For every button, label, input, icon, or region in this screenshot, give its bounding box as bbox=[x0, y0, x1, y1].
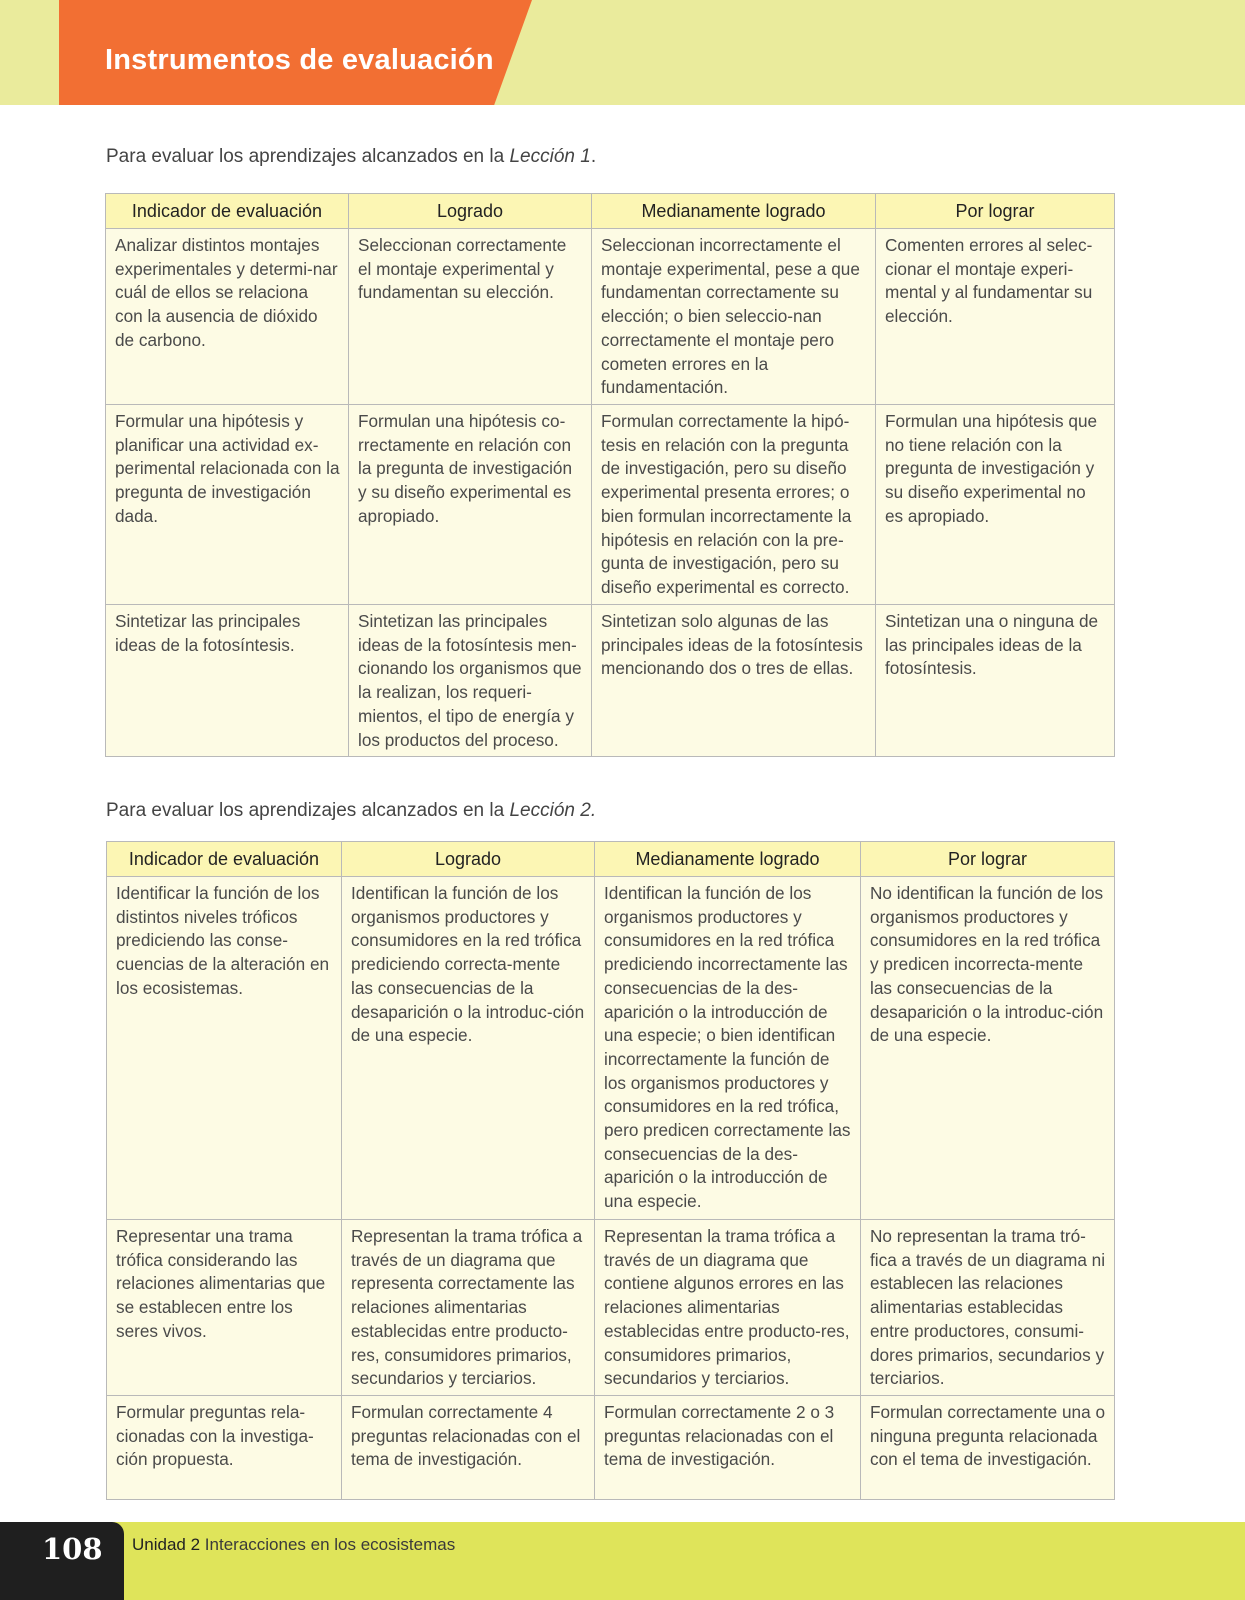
table-cell: Sintetizan solo algunas de las principales ideas de la fotosíntesis mencionando dos o tres de ellas. bbox=[592, 605, 876, 757]
column-header: Medianamente logrado bbox=[592, 194, 876, 229]
column-header: Logrado bbox=[342, 842, 595, 877]
table-cell: Sintetizan una o ninguna de las principales ideas de la fotosíntesis. bbox=[876, 605, 1115, 757]
footer-unit-title: Interacciones en los ecosistemas bbox=[204, 1535, 456, 1554]
column-header: Medianamente logrado bbox=[595, 842, 861, 877]
table-row bbox=[107, 1396, 1115, 1500]
table-cell: No identifican la función de los organismos productores y consumidores en la red trófica y predicen incorrecta-mente las consecuencias de la desaparición o la introduc-ción de una especie. bbox=[861, 877, 1115, 1220]
lesson2-intro: Para evaluar los aprendizajes alcanzados en la Lección 2. bbox=[106, 800, 597, 821]
table-cell: Comenten errores al selec-cionar el montaje experi-mental y al fundamentar su elección. bbox=[876, 229, 1115, 405]
table-cell: Formulan correctamente una o ninguna pregunta relacionada con el tema de investigación. bbox=[861, 1396, 1115, 1500]
lesson2-rubric-table bbox=[106, 841, 1115, 1500]
table-cell: Sintetizar las principales ideas de la fotosíntesis. bbox=[106, 605, 349, 757]
table-row bbox=[106, 405, 1115, 605]
column-header: Indicador de evaluación bbox=[107, 842, 342, 877]
table-row bbox=[107, 1220, 1115, 1396]
table-cell: Formulan correctamente 2 o 3 preguntas relacionadas con el tema de investigación. bbox=[595, 1396, 861, 1500]
table-header-row bbox=[106, 194, 1115, 229]
table-cell: Identifican la función de los organismos productores y consumidores en la red trófica prediciendo incorrectamente las consecuencias de la des-aparición o la introducción de una especie; o bien identifican incorrectamente la función de los organismos productores y consumidores en la red trófica, pero predicen correctamente las consecuencias de la des-aparición o la introducción de una especie. bbox=[595, 877, 861, 1220]
page-number: 108 bbox=[42, 1532, 103, 1566]
table-cell: Seleccionan correctamente el montaje experimental y fundamentan su elección. bbox=[349, 229, 592, 405]
column-header: Logrado bbox=[349, 194, 592, 229]
footer-band bbox=[0, 1522, 1245, 1600]
page-title: Instrumentos de evaluación bbox=[105, 44, 494, 76]
table-cell: Identifican la función de los organismos productores y consumidores en la red trófica prediciendo correcta-mente las consecuencias de la desaparición o la introduc-ción de una especie. bbox=[342, 877, 595, 1220]
footer-unit-label: Unidad 2 bbox=[132, 1535, 201, 1554]
table-row bbox=[106, 229, 1115, 405]
table-cell: Representan la trama trófica a través de un diagrama que contiene algunos errores en las relaciones alimentarias establecidas entre producto-res, consumidores primarios, secundarios y terciarios. bbox=[595, 1220, 861, 1396]
table-cell: Formulan una hipótesis que no tiene relación con la pregunta de investigación y su diseño experimental no es apropiado. bbox=[876, 405, 1115, 605]
table-cell: Analizar distintos montajes experimentales y determi-nar cuál de ellos se relaciona con la ausencia de dióxido de carbono. bbox=[106, 229, 349, 405]
table-cell: No representan la trama tró-fica a través de un diagrama ni establecen las relaciones alimentarias establecidas entre productores, consumi-dores primarios, secundarios y terciarios. bbox=[861, 1220, 1115, 1396]
table-row bbox=[107, 877, 1115, 1220]
table-header-row bbox=[107, 842, 1115, 877]
column-header: Por lograr bbox=[876, 194, 1115, 229]
lesson1-rubric-table bbox=[105, 193, 1115, 757]
lesson2-intro-lesson: Lección 2. bbox=[509, 800, 597, 821]
table-cell: Seleccionan incorrectamente el montaje experimental, pese a que fundamentan correctamente su elección; o bien seleccio-nan correctamente el montaje pero cometen errores en la fundamentación. bbox=[592, 229, 876, 405]
footer-unit bbox=[132, 1535, 455, 1555]
table-cell: Formular una hipótesis y planificar una actividad ex-perimental relacionada con la pregunta de investigación dada. bbox=[106, 405, 349, 605]
lesson1-intro-lesson: Lección 1 bbox=[509, 146, 591, 167]
table-row bbox=[106, 605, 1115, 757]
table-cell: Sintetizan las principales ideas de la fotosíntesis men-cionando los organismos que la realizan, los requeri-mientos, el tipo de energía y los productos del proceso. bbox=[349, 605, 592, 757]
table-cell: Identificar la función de los distintos niveles tróficos prediciendo las conse-cuencias de la alteración en los ecosistemas. bbox=[107, 877, 342, 1220]
table-cell: Representar una trama trófica considerando las relaciones alimentarias que se establecen entre los seres vivos. bbox=[107, 1220, 342, 1396]
lesson1-intro: Para evaluar los aprendizajes alcanzados en la Lección 1. bbox=[106, 146, 597, 167]
column-header: Por lograr bbox=[861, 842, 1115, 877]
table-cell: Formulan correctamente la hipó-tesis en relación con la pregunta de investigación, pero su diseño experimental presenta errores; o bien formulan incorrectamente la hipótesis en relación con la pre-gunta de investigación, pero su diseño experimental es correcto. bbox=[592, 405, 876, 605]
table-cell: Representan la trama trófica a través de un diagrama que representa correctamente las relaciones alimentarias establecidas entre producto-res, consumidores primarios, secundarios y terciarios. bbox=[342, 1220, 595, 1396]
table-cell: Formular preguntas rela-cionadas con la investiga-ción propuesta. bbox=[107, 1396, 342, 1500]
table-cell: Formulan una hipótesis co-rrectamente en relación con la pregunta de investigación y su diseño experimental es apropiado. bbox=[349, 405, 592, 605]
column-header: Indicador de evaluación bbox=[106, 194, 349, 229]
table-cell: Formulan correctamente 4 preguntas relacionadas con el tema de investigación. bbox=[342, 1396, 595, 1500]
